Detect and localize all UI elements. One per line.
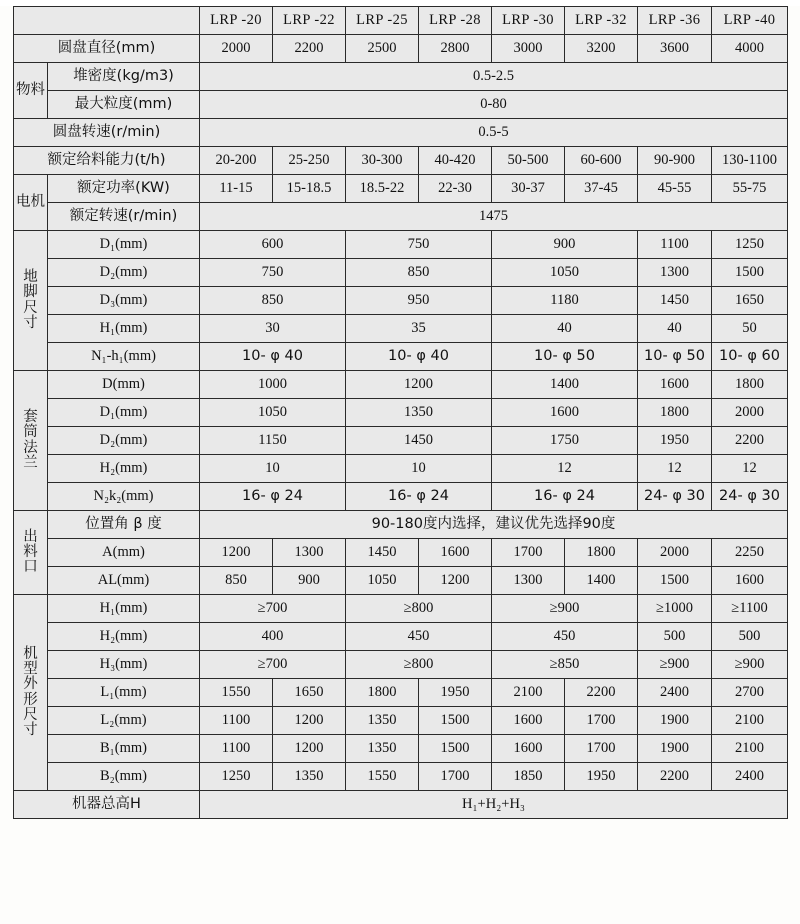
row-label-rated-speed: 额定转速(r/min)	[48, 203, 200, 231]
cell-value: 30-37	[492, 175, 565, 203]
cell-value: 10- φ 50	[638, 343, 712, 371]
cell-value: 16- φ 24	[200, 483, 346, 511]
model-cell: LRP -40	[712, 7, 788, 35]
group-label-material	[14, 63, 48, 119]
table-row-overall-b1	[14, 735, 788, 763]
cell-value: 1200	[346, 371, 492, 399]
cell-value-disc-speed: 0.5-5	[200, 119, 788, 147]
row-label-overall-l2: L₂(mm)	[48, 707, 200, 735]
row-label-overall-h2: H₂(mm)	[48, 623, 200, 651]
group-label-motor	[14, 175, 48, 231]
cell-value: 2500	[346, 35, 419, 63]
cell-value: 1550	[200, 679, 273, 707]
cell-value: ≥850	[492, 651, 638, 679]
group-label-foot-size: 地 脚 尺 寸	[14, 231, 48, 371]
cell-value: 1250	[200, 763, 273, 791]
cell-value: 2200	[273, 35, 346, 63]
cell-value: 1550	[346, 763, 419, 791]
cell-value: 1400	[565, 567, 638, 595]
cell-value: ≥800	[346, 595, 492, 623]
cell-value: 900	[273, 567, 346, 595]
row-label-total-height: 机器总高H	[14, 791, 200, 819]
cell-value-total-height: H₁+H₂+H₃	[200, 791, 788, 819]
cell-value: 500	[712, 623, 788, 651]
cell-value: 2400	[712, 763, 788, 791]
cell-value: 3200	[565, 35, 638, 63]
table-row-total-height	[14, 791, 788, 819]
table-row-overall-l1	[14, 679, 788, 707]
cell-value: 1300	[638, 259, 712, 287]
cell-value: 1300	[273, 539, 346, 567]
cell-value: 1800	[565, 539, 638, 567]
cell-value: 1450	[346, 427, 492, 455]
row-label-foot-d2: D₂(mm)	[48, 259, 200, 287]
cell-value: 10- φ 60	[712, 343, 788, 371]
table-row-overall-h2	[14, 623, 788, 651]
cell-value-max-particle: 0-80	[200, 91, 788, 119]
cell-value: 2200	[638, 763, 712, 791]
cell-value: 50-500	[492, 147, 565, 175]
model-cell: LRP -25	[346, 7, 419, 35]
group-label-outlet: 出 料 口	[14, 511, 48, 595]
cell-value: 2000	[638, 539, 712, 567]
cell-value: 2100	[712, 707, 788, 735]
cell-value: 1450	[638, 287, 712, 315]
cell-value: 15-18.5	[273, 175, 346, 203]
row-label-overall-h1: H₁(mm)	[48, 595, 200, 623]
row-label-max-particle: 最大粒度(mm)	[48, 91, 200, 119]
cell-value: 850	[346, 259, 492, 287]
cell-value: 1350	[346, 707, 419, 735]
model-cell: LRP -36	[638, 7, 712, 35]
table-row-foot-h1	[14, 315, 788, 343]
row-label-disc-diameter: 圆盘直径(mm)	[14, 35, 200, 63]
cell-value: 1250	[712, 231, 788, 259]
cell-value: 40	[638, 315, 712, 343]
cell-value: 1650	[273, 679, 346, 707]
cell-value: 10- φ 50	[492, 343, 638, 371]
table-row-rated-power	[14, 175, 788, 203]
cell-value: 1700	[492, 539, 565, 567]
table-row-sleeve-d2	[14, 427, 788, 455]
cell-value: 24- φ 30	[638, 483, 712, 511]
header-label	[14, 7, 200, 35]
cell-value: 40-420	[419, 147, 492, 175]
cell-value: 12	[492, 455, 638, 483]
cell-value: 2700	[712, 679, 788, 707]
cell-value: 1600	[492, 399, 638, 427]
cell-value: 30-300	[346, 147, 419, 175]
cell-value: 1350	[273, 763, 346, 791]
cell-value: 1950	[638, 427, 712, 455]
table-row-foot-d2	[14, 259, 788, 287]
group-label-material-text: 物料	[16, 81, 45, 98]
row-label-foot-d3: D₃(mm)	[48, 287, 200, 315]
cell-value: 1900	[638, 735, 712, 763]
specification-table	[13, 6, 788, 819]
table-row-overall-l2	[14, 707, 788, 735]
cell-value: 1600	[638, 371, 712, 399]
cell-value: 1700	[565, 735, 638, 763]
table-row-sleeve-h2	[14, 455, 788, 483]
cell-value: 2200	[565, 679, 638, 707]
cell-value: 400	[200, 623, 346, 651]
cell-value: 11-15	[200, 175, 273, 203]
table-row-overall-h1	[14, 595, 788, 623]
cell-value: ≥1100	[712, 595, 788, 623]
cell-value: ≥1000	[638, 595, 712, 623]
cell-value: 130-1100	[712, 147, 788, 175]
cell-value: 24- φ 30	[712, 483, 788, 511]
table-row-overall-h3	[14, 651, 788, 679]
cell-value: 22-30	[419, 175, 492, 203]
table-row-bulk-density	[14, 63, 788, 91]
cell-value: 850	[200, 287, 346, 315]
row-label-disc-speed: 圆盘转速(r/min)	[14, 119, 200, 147]
table-row-foot-d3	[14, 287, 788, 315]
cell-value: 18.5-22	[346, 175, 419, 203]
table-row-header	[14, 7, 788, 35]
cell-value: ≥700	[200, 651, 346, 679]
cell-value: 500	[638, 623, 712, 651]
cell-value: 900	[492, 231, 638, 259]
cell-value: 1900	[638, 707, 712, 735]
cell-value: 1700	[565, 707, 638, 735]
row-label-overall-h3: H₃(mm)	[48, 651, 200, 679]
row-label-foot-n1h1: N₁-h₁(mm)	[48, 343, 200, 371]
cell-value: 1050	[346, 567, 419, 595]
cell-value: 1300	[492, 567, 565, 595]
group-label-overall-size: 机 型 外 形 尺 寸	[14, 595, 48, 791]
cell-value: 1500	[419, 707, 492, 735]
cell-value: 1600	[492, 735, 565, 763]
model-cell: LRP -28	[419, 7, 492, 35]
cell-value: ≥700	[200, 595, 346, 623]
cell-value-rated-speed: 1475	[200, 203, 788, 231]
cell-value: 950	[346, 287, 492, 315]
cell-value: 1500	[638, 567, 712, 595]
row-label-sleeve-d: D(mm)	[48, 371, 200, 399]
cell-value: 10- φ 40	[200, 343, 346, 371]
cell-value: 1050	[200, 399, 346, 427]
row-label-outlet-a: A(mm)	[48, 539, 200, 567]
cell-value: 2400	[638, 679, 712, 707]
cell-value: 450	[346, 623, 492, 651]
cell-value: 2100	[712, 735, 788, 763]
cell-value: 12	[638, 455, 712, 483]
table-row-rated-capacity	[14, 147, 788, 175]
cell-value: 600	[200, 231, 346, 259]
cell-value: 3000	[492, 35, 565, 63]
table-row-rated-speed	[14, 203, 788, 231]
row-label-sleeve-h2: H₂(mm)	[48, 455, 200, 483]
cell-value: ≥900	[712, 651, 788, 679]
cell-value: 2100	[492, 679, 565, 707]
cell-value: 40	[492, 315, 638, 343]
model-cell: LRP -20	[200, 7, 273, 35]
cell-value: 750	[346, 231, 492, 259]
cell-value: 450	[492, 623, 638, 651]
row-label-overall-b2: B₂(mm)	[48, 763, 200, 791]
cell-value: 1950	[565, 763, 638, 791]
model-cell: LRP -30	[492, 7, 565, 35]
row-label-position-angle: 位置角 β 度	[48, 511, 200, 539]
cell-value: 45-55	[638, 175, 712, 203]
cell-value: 1750	[492, 427, 638, 455]
cell-value: 60-600	[565, 147, 638, 175]
table-row-foot-n1h1	[14, 343, 788, 371]
cell-value: 25-250	[273, 147, 346, 175]
cell-value: 750	[200, 259, 346, 287]
cell-value: 12	[712, 455, 788, 483]
row-label-outlet-al: AL(mm)	[48, 567, 200, 595]
row-label-foot-d1: D₁(mm)	[48, 231, 200, 259]
cell-value: 1200	[273, 735, 346, 763]
cell-value: 1800	[712, 371, 788, 399]
cell-value: 1450	[346, 539, 419, 567]
table-row-position-angle	[14, 511, 788, 539]
model-cell: LRP -32	[565, 7, 638, 35]
cell-value: 37-45	[565, 175, 638, 203]
cell-value: 4000	[712, 35, 788, 63]
cell-value: 10	[200, 455, 346, 483]
cell-value-position-angle: 90-180度内选择，建议优先选择90度	[200, 511, 788, 539]
spec-sheet	[0, 6, 800, 924]
cell-value: 1100	[200, 707, 273, 735]
cell-value: 20-200	[200, 147, 273, 175]
cell-value: ≥800	[346, 651, 492, 679]
cell-value-bulk-density: 0.5-2.5	[200, 63, 788, 91]
cell-value: 16- φ 24	[346, 483, 492, 511]
cell-value: 50	[712, 315, 788, 343]
cell-value: 2000	[200, 35, 273, 63]
table-row-outlet-a	[14, 539, 788, 567]
cell-value: 1600	[712, 567, 788, 595]
table-row-sleeve-d1	[14, 399, 788, 427]
cell-value: 1600	[492, 707, 565, 735]
row-label-sleeve-d2: D₂(mm)	[48, 427, 200, 455]
cell-value: 1350	[346, 735, 419, 763]
cell-value: 1350	[346, 399, 492, 427]
table-row-sleeve-n2k2	[14, 483, 788, 511]
group-label-motor-text: 电机	[16, 193, 45, 210]
cell-value: 1500	[712, 259, 788, 287]
cell-value: 1700	[419, 763, 492, 791]
row-label-overall-b1: B₁(mm)	[48, 735, 200, 763]
table-row-sleeve-d	[14, 371, 788, 399]
cell-value: 1950	[419, 679, 492, 707]
cell-value: 10	[346, 455, 492, 483]
cell-value: 1850	[492, 763, 565, 791]
cell-value: 1650	[712, 287, 788, 315]
cell-value: 55-75	[712, 175, 788, 203]
cell-value: 1200	[419, 567, 492, 595]
row-label-rated-power: 额定功率(KW)	[48, 175, 200, 203]
cell-value: 10- φ 40	[346, 343, 492, 371]
cell-value: 1200	[273, 707, 346, 735]
model-cell: LRP -22	[273, 7, 346, 35]
cell-value: 30	[200, 315, 346, 343]
cell-value: 1800	[638, 399, 712, 427]
cell-value: ≥900	[492, 595, 638, 623]
cell-value: 1050	[492, 259, 638, 287]
cell-value: 1100	[200, 735, 273, 763]
row-label-rated-capacity: 额定给料能力(t/h)	[14, 147, 200, 175]
row-label-sleeve-d1: D₁(mm)	[48, 399, 200, 427]
cell-value: 1000	[200, 371, 346, 399]
cell-value: 1800	[346, 679, 419, 707]
cell-value: 850	[200, 567, 273, 595]
table-row-max-particle	[14, 91, 788, 119]
cell-value: 1400	[492, 371, 638, 399]
table-row-overall-b2	[14, 763, 788, 791]
cell-value: ≥900	[638, 651, 712, 679]
cell-value: 90-900	[638, 147, 712, 175]
cell-value: 1180	[492, 287, 638, 315]
table-row-disc-diameter	[14, 35, 788, 63]
cell-value: 16- φ 24	[492, 483, 638, 511]
cell-value: 3600	[638, 35, 712, 63]
row-label-sleeve-n2k2: N₂k₂(mm)	[48, 483, 200, 511]
cell-value: 1200	[200, 539, 273, 567]
cell-value: 2000	[712, 399, 788, 427]
table-row-disc-speed	[14, 119, 788, 147]
row-label-foot-h1: H₁(mm)	[48, 315, 200, 343]
cell-value: 35	[346, 315, 492, 343]
group-label-sleeve-flange: 套 筒 法 兰	[14, 371, 48, 511]
cell-value: 1100	[638, 231, 712, 259]
row-label-bulk-density: 堆密度(kg/m3)	[48, 63, 200, 91]
cell-value: 2200	[712, 427, 788, 455]
cell-value: 2800	[419, 35, 492, 63]
cell-value: 1150	[200, 427, 346, 455]
table-row-foot-d1	[14, 231, 788, 259]
row-label-overall-l1: L₁(mm)	[48, 679, 200, 707]
cell-value: 1600	[419, 539, 492, 567]
table-row-outlet-al	[14, 567, 788, 595]
cell-value: 1500	[419, 735, 492, 763]
cell-value: 2250	[712, 539, 788, 567]
